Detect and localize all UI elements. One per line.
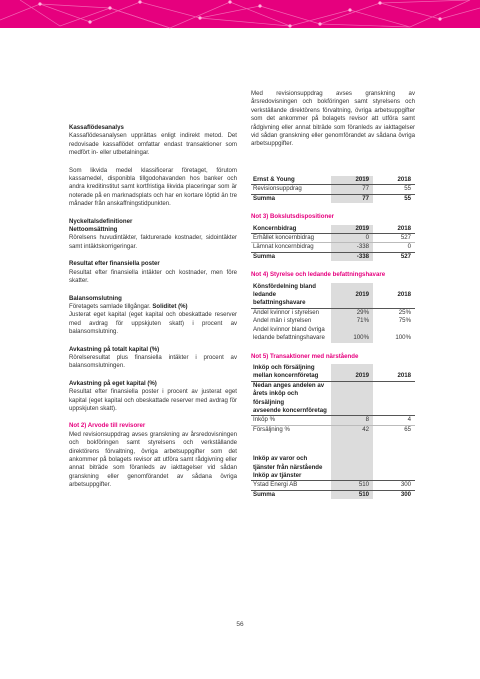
audit-sum-label: Summa <box>251 194 331 203</box>
result-heading: Resultat efter finansiella poster <box>69 260 160 268</box>
liquid-funds-section <box>69 167 237 209</box>
return-equity-section <box>69 380 237 414</box>
note5-header-line1: Inköp och försäljning <box>253 363 315 371</box>
shade-cell <box>331 434 373 455</box>
shade-cell <box>331 455 373 463</box>
blank-cell <box>373 407 415 416</box>
table-sum-row <box>251 490 415 499</box>
blank-cell <box>373 472 415 481</box>
audit-sum-2018: 55 <box>373 194 415 203</box>
shade-cell <box>331 472 373 481</box>
table-row <box>251 185 415 194</box>
note4-row-2019: 71% <box>331 317 373 325</box>
table-row <box>251 481 415 490</box>
note4-col-2018: 2018 <box>373 291 415 308</box>
note3-row-2018: 0 <box>407 243 411 251</box>
group-contribution-table <box>251 225 415 262</box>
note4-row-label: ledande befattningshavare <box>253 334 325 342</box>
note5-row-2018: 65 <box>404 425 411 433</box>
return-equity-text: Resultat efter finansiella poster i procent av justerat eget kapital (eget kapital och obeskattade reserver med avdrag för uppskjuten skatt). <box>69 388 237 412</box>
note5-goods-line: tjänster från närstående <box>253 463 323 471</box>
blank-cell <box>373 390 415 407</box>
table-row <box>251 334 415 342</box>
note4-row-label: Andel kvinnor i styrelsen <box>253 308 320 316</box>
note5-col-2019: 2019 <box>331 372 373 381</box>
blank-cell <box>373 381 415 390</box>
balance-text-main: Företagets samlade tillgångar. <box>69 302 151 310</box>
shade-cell <box>331 390 373 407</box>
note5-bold-line: årets inköp och försäljning <box>253 390 299 406</box>
note4-header-shade <box>331 283 373 291</box>
note5-row-label: Inköp % <box>251 416 331 425</box>
page-number: 56 <box>236 621 244 628</box>
balance-text <box>69 303 237 311</box>
note5-col-label: mellan koncernföretag <box>251 372 331 381</box>
note2-text-continued: Med revisionsuppdrag avses granskning av årsredovisningen och bokföringen samt styrelsens och verkställande direktörens förvaltning, övriga arbetsuppgifter som det ankommer på bolagets revisor att utföra samt rådgivning eller annat biträde som föranleds av iakttagelser vid sådan granskning eller genomförandet av sådana övriga arbetsuppgifter. <box>251 90 415 148</box>
note4-row-2019: 100% <box>331 334 373 342</box>
note3-row-label: Erhållet koncernbidrag <box>251 234 331 243</box>
cashflow-text: Kassaflödesanalysen upprättas enligt indirekt metod. Det redovisade kassaflödet omfattar endast transaktioner som medfört in- eller utbetalningar. <box>69 132 237 157</box>
gender-table <box>251 283 415 343</box>
return-total-section <box>69 346 237 371</box>
key-ratios-heading: Nyckeltalsdefinitioner <box>69 217 133 225</box>
note2-text: Med revisionsuppdrag avses granskning av årsredovisningen och bokföringen samt styrelsens och verkställande direktörens förvaltning, övriga arbetsuppgifter som det ankommer på bolagets revisor att utföra samt rådgivning eller annat biträde som föranleds av iakttagelser vid sådan granskning eller genomförandet av sådana övriga arbetsuppgifter. <box>69 430 237 489</box>
table-row <box>251 243 415 252</box>
note5-service-2018: 300 <box>400 481 411 489</box>
note5-row-2019: 8 <box>331 416 373 425</box>
header-banner <box>0 0 480 28</box>
note3-row-2019: 0 <box>331 234 373 243</box>
note4-col-2019: 2019 <box>331 291 373 308</box>
note4-heading: Not 4) Styrelse och ledande befattningshavare <box>251 271 386 279</box>
table-row <box>251 425 415 434</box>
note4-row-2018: 100% <box>395 334 411 342</box>
note5-row-2018: 4 <box>373 416 415 425</box>
note5-heading: Not 5) Transaktioner med närstående <box>251 352 359 360</box>
note3-sum-label: Summa <box>251 252 331 261</box>
note5-sum-2018: 300 <box>373 490 415 499</box>
note3-sum-2018: 527 <box>373 252 415 261</box>
audit-sum-2019: 77 <box>331 194 373 203</box>
table-sum-row <box>251 194 415 203</box>
left-column <box>69 124 237 489</box>
table-row <box>251 326 415 334</box>
net-sales-heading: Nettoomsättning <box>69 226 118 234</box>
spacer-cell <box>251 434 331 455</box>
note4-row-2019: 29% <box>331 308 373 317</box>
note5-bold-line: avseende koncernföretag <box>251 407 331 416</box>
return-total-text: Rörelseresultat plus finansiella intäkter i procent av balansomslutningen. <box>69 353 237 370</box>
solidity-text: Justerat eget kapital (eget kapital och obeskattade reserver med avdrag för uppskjuten skatt) i procent av balansomslutning. <box>69 311 237 336</box>
cashflow-heading: Kassaflödesanalys <box>69 124 124 131</box>
note5-sum-2019: 510 <box>331 490 373 499</box>
note5-sum-label: Summa <box>251 490 331 499</box>
audit-row-2018: 55 <box>404 185 411 193</box>
result-text: Resultat efter finansiella intäkter och kostnader, men före skatter. <box>69 268 237 285</box>
note4-row-2019 <box>331 326 373 334</box>
blank-cell <box>373 464 415 472</box>
shade-cell <box>331 464 373 472</box>
shade-cell <box>331 381 373 390</box>
blank-cell <box>373 434 415 455</box>
key-ratios-section <box>69 218 237 252</box>
note5-col-2018: 2018 <box>373 372 415 381</box>
note3-row-label: Lämnat koncernbidrag <box>253 243 314 251</box>
table-row <box>251 317 415 325</box>
solidity-label: Soliditet (%) <box>152 302 188 310</box>
return-equity-heading: Avkastning på eget kapital (%) <box>69 379 157 387</box>
note5-bold-line: Nedan anges andelen av <box>253 381 325 389</box>
note5-service-2019: 510 <box>331 481 373 490</box>
blank-cell <box>373 455 415 463</box>
note4-row-label: Andel män i styrelsen <box>253 317 312 325</box>
note3-col-2019: 2019 <box>331 225 373 234</box>
note5-services-label: Inköp av tjänster <box>251 472 331 481</box>
note4-row-label: Andel kvinnor bland övriga <box>253 325 325 333</box>
note3-col-2018: 2018 <box>373 225 415 234</box>
table-row <box>251 416 415 425</box>
note4-row-2018 <box>373 326 415 334</box>
note5-header-shade <box>331 364 373 372</box>
audit-row-label: Revisionsuppdrag <box>253 185 302 193</box>
note2-section <box>69 422 237 489</box>
note4-header-line1: Könsfördelning bland <box>253 282 316 290</box>
note2-continued <box>251 90 415 166</box>
note5-goods-line: Inköp av varor och <box>253 455 308 463</box>
net-sales-text: Rörelsens huvudintäkter, fakturerade kostnader, sidointäkter samt intäktskorrigeringar. <box>69 234 237 250</box>
balance-heading: Balansomslutning <box>69 294 122 302</box>
audit-row-2019: 77 <box>331 185 373 194</box>
note5-row-label: Försäljning % <box>253 425 290 433</box>
note5-row-2019: 42 <box>331 425 373 434</box>
note3-row-2019: -338 <box>331 243 373 252</box>
note3-row-2018: 527 <box>373 234 415 243</box>
audit-col-firm: Ernst & Young <box>251 176 331 185</box>
related-party-table <box>251 364 415 499</box>
result-section <box>69 260 237 285</box>
audit-col-2018: 2018 <box>373 176 415 185</box>
right-column <box>251 90 415 499</box>
network-pattern <box>0 0 480 28</box>
note3-heading: Not 3) Bokslutsdispositioner <box>251 213 334 221</box>
cashflow-section <box>69 124 237 158</box>
note5-header-blank <box>373 364 415 372</box>
note3-col-label: Koncernbidrag <box>251 225 331 234</box>
balance-section <box>69 295 237 337</box>
note4-row-2018: 25% <box>398 308 411 316</box>
audit-col-2019: 2019 <box>331 176 373 185</box>
table-row <box>251 308 415 317</box>
note4-row-2018: 75% <box>398 317 411 325</box>
shade-cell <box>331 407 373 416</box>
note2-heading: Not 2) Arvode till revisorer <box>69 422 146 430</box>
liquid-funds-text: Som likvida medel klassificerar företaget, förutom kassamedel, disponibla tillgodohavanden hos banker och andra kreditinstitut samt kortfristiga likvida placeringar som är noterade på en marknadsplats och har en kortare löptid än tre månader från anskaffningstidpunkten. <box>69 166 237 208</box>
table-sum-row <box>251 252 415 261</box>
table-row <box>251 234 415 243</box>
return-total-heading: Avkastning på totalt kapital (%) <box>69 345 160 353</box>
audit-fee-table <box>251 176 415 203</box>
note4-col-label: ledande befattningshavare <box>251 291 331 308</box>
note4-header-blank <box>373 283 415 291</box>
note5-service-label: Ystad Energi AB <box>253 481 298 489</box>
note3-sum-2019: -338 <box>331 252 373 261</box>
